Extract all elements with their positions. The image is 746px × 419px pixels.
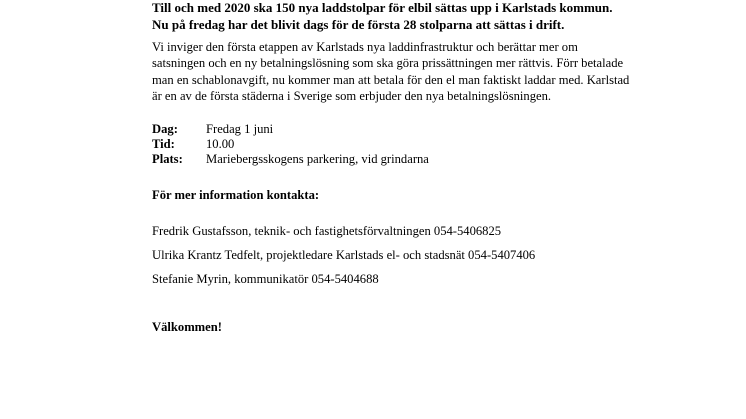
detail-value: Mariebergsskogens parkering, vid grindarna <box>206 151 429 166</box>
lead-paragraph: Till och med 2020 ska 150 nya laddstolpar för elbil sättas upp i Karlstads kommun. Nu på fredag har det blivit dags för de första 28 stolparna att sättas i drift. <box>152 0 613 32</box>
press-release-document <box>152 0 632 335</box>
detail-row-day <box>152 122 632 137</box>
detail-value: Fredag 1 juni <box>206 121 274 136</box>
detail-value: 10.00 <box>206 136 235 151</box>
contact-item: Fredrik Gustafsson, teknik- och fastighetsförvaltningen 054-5406825 <box>152 223 502 238</box>
contact-heading: För mer information kontakta: <box>152 187 320 202</box>
event-details <box>152 122 632 167</box>
contact-list <box>152 223 632 287</box>
closing-greeting: Välkommen! <box>152 319 222 334</box>
detail-row-time <box>152 137 632 152</box>
detail-label: Dag: <box>152 121 178 136</box>
detail-label: Plats: <box>152 151 183 166</box>
contact-item: Ulrika Krantz Tedfelt, projektledare Karlstads el- och stadsnät 054-5407406 <box>152 247 536 262</box>
contact-item: Stefanie Myrin, kommunikatör 054-5404688 <box>152 271 379 286</box>
detail-label: Tid: <box>152 136 175 151</box>
body-paragraph: Vi inviger den första etappen av Karlstads nya laddinfrastruktur och berättar mer om satsningen och en ny betalningslösning som ska göra prissättningen mer rättvis. Förr betalade man en schablonavgift, nu kommer man att betala för den el man faktiskt laddar med. Karlstad är en av de första städerna i Sverige som erbjuder den nya betalningslösningen. <box>152 40 630 104</box>
detail-row-place <box>152 152 632 167</box>
